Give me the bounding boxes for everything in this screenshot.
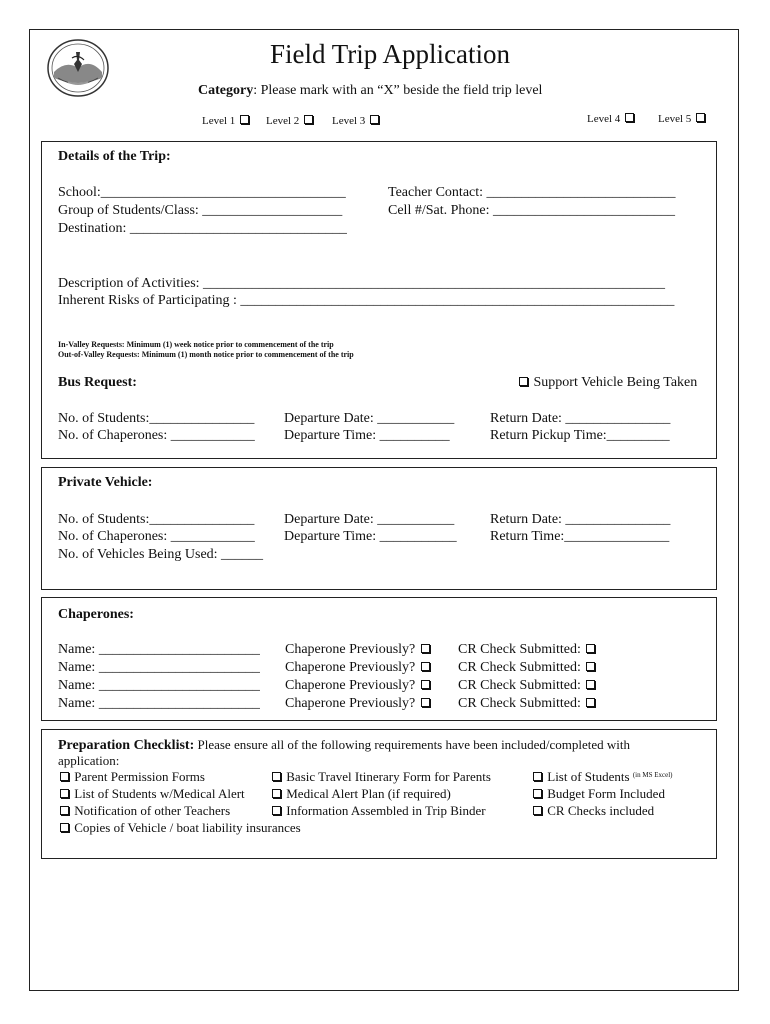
- risks-field[interactable]: Inherent Risks of Participating : ______________________________________________________________: [58, 293, 675, 308]
- pv-chaperones-field[interactable]: No. of Chaperones: ____________: [58, 529, 255, 544]
- teacher-contact-field[interactable]: Teacher Contact: ___________________________: [388, 185, 676, 200]
- checklist-item-label: Medical Alert Plan (if required): [286, 786, 451, 801]
- checklist-checkbox[interactable]: [272, 806, 281, 815]
- level-1-option[interactable]: [202, 115, 251, 127]
- checklist-item-label: Budget Form Included: [547, 786, 665, 801]
- cr-check-checkbox[interactable]: [586, 662, 595, 671]
- chaperone-previously-option[interactable]: [285, 677, 432, 694]
- chaperone-name-field[interactable]: Name: _______________________: [58, 696, 260, 711]
- level-5-checkbox[interactable]: [696, 113, 705, 122]
- checklist-item-label: CR Checks included: [547, 803, 655, 818]
- checklist-item[interactable]: [531, 803, 654, 819]
- bus-chaperones-field[interactable]: No. of Chaperones: ____________: [58, 428, 255, 443]
- checklist-item-label: Basic Travel Itinerary Form for Parents: [286, 769, 491, 784]
- level-5-label: Level 5: [658, 113, 692, 125]
- level-3-checkbox[interactable]: [370, 115, 379, 124]
- destination-field[interactable]: Destination: _______________________________: [58, 221, 347, 236]
- checklist-item[interactable]: [58, 803, 230, 819]
- checklist-item-label: Information Assembled in Trip Binder: [286, 803, 486, 818]
- pv-departure-date-field[interactable]: Departure Date: ___________: [284, 512, 455, 527]
- chaperone-name-field[interactable]: Name: _______________________: [58, 660, 260, 675]
- checklist-item[interactable]: [58, 820, 301, 836]
- checklist-item[interactable]: [270, 786, 451, 802]
- checklist-item[interactable]: [58, 769, 205, 785]
- checklist-heading: Preparation Checklist:: [58, 738, 195, 753]
- level-4-label: Level 4: [587, 113, 621, 125]
- checklist-checkbox[interactable]: [533, 772, 542, 781]
- cr-check-option[interactable]: [458, 677, 597, 694]
- bus-return-pickup-field[interactable]: Return Pickup Time:_________: [490, 428, 670, 443]
- chaperone-previously-checkbox[interactable]: [421, 680, 430, 689]
- checklist-intro-line2: application:: [58, 753, 120, 768]
- chaperone-previously-option[interactable]: [285, 641, 432, 658]
- cr-check-checkbox[interactable]: [586, 680, 595, 689]
- checklist-checkbox[interactable]: [60, 789, 69, 798]
- level-1-label: Level 1: [202, 115, 236, 127]
- checklist-checkbox[interactable]: [60, 772, 69, 781]
- private-vehicle-heading: Private Vehicle:: [58, 475, 153, 490]
- pv-departure-time-field[interactable]: Departure Time: ___________: [284, 529, 457, 544]
- pv-students-field[interactable]: No. of Students:_______________: [58, 512, 255, 527]
- checklist-item-label: Notification of other Teachers: [74, 803, 231, 818]
- checklist-item-label: List of Students: [547, 769, 630, 784]
- checklist-item[interactable]: [531, 769, 673, 787]
- chaperones-heading: Chaperones:: [58, 607, 134, 622]
- checklist-item-label: Parent Permission Forms: [74, 769, 205, 784]
- chaperone-previously-checkbox[interactable]: [421, 662, 430, 671]
- support-vehicle-option[interactable]: [517, 374, 697, 391]
- category-instruction: [198, 82, 542, 99]
- chaperone-previously-checkbox[interactable]: [421, 698, 430, 707]
- bus-return-date-field[interactable]: Return Date: _______________: [490, 411, 671, 426]
- category-text: : Please mark with an “X” beside the field trip level: [253, 83, 543, 98]
- in-valley-note: In-Valley Requests: Minimum (1) week notice prior to commencement of the trip: [58, 340, 334, 349]
- checklist-item[interactable]: [531, 786, 665, 802]
- chaperone-previously-label: Chaperone Previously?: [285, 642, 416, 657]
- checklist-checkbox[interactable]: [533, 789, 542, 798]
- cr-check-label: CR Check Submitted:: [458, 642, 581, 657]
- out-of-valley-note: Out-of-Valley Requests: Minimum (1) month notice prior to commencement of the trip: [58, 350, 354, 359]
- checklist-item-label: List of Students w/Medical Alert: [74, 786, 245, 801]
- checklist-item[interactable]: [270, 769, 491, 785]
- checklist-item-label: Copies of Vehicle / boat liability insurances: [74, 820, 301, 835]
- support-vehicle-checkbox[interactable]: [519, 377, 528, 386]
- cr-check-option[interactable]: [458, 641, 597, 658]
- level-1-checkbox[interactable]: [240, 115, 249, 124]
- description-field[interactable]: Description of Activities: __________________________________________________________________: [58, 276, 666, 291]
- bus-students-field[interactable]: No. of Students:_______________: [58, 411, 255, 426]
- chaperone-previously-option[interactable]: [285, 695, 432, 712]
- level-4-option[interactable]: [587, 113, 636, 125]
- chaperone-name-field[interactable]: Name: _______________________: [58, 642, 260, 657]
- cell-phone-field[interactable]: Cell #/Sat. Phone: __________________________: [388, 203, 675, 218]
- level-5-option[interactable]: [658, 113, 707, 125]
- checklist-checkbox[interactable]: [60, 806, 69, 815]
- level-2-checkbox[interactable]: [304, 115, 313, 124]
- school-field[interactable]: School:___________________________________: [58, 185, 346, 200]
- group-class-field[interactable]: Group of Students/Class: ____________________: [58, 203, 343, 218]
- level-2-label: Level 2: [266, 115, 300, 127]
- level-2-option[interactable]: [266, 115, 315, 127]
- checklist-checkbox[interactable]: [60, 823, 69, 832]
- checklist-intro-line1: Please ensure all of the following requirements have been included/completed with: [194, 737, 630, 752]
- chaperone-previously-label: Chaperone Previously?: [285, 660, 416, 675]
- cr-check-checkbox[interactable]: [586, 698, 595, 707]
- bus-departure-time-field[interactable]: Departure Time: __________: [284, 428, 450, 443]
- chaperone-name-field[interactable]: Name: _______________________: [58, 678, 260, 693]
- pv-return-time-field[interactable]: Return Time:_______________: [490, 529, 670, 544]
- chaperone-previously-label: Chaperone Previously?: [285, 696, 416, 711]
- trip-details-heading: Details of the Trip:: [58, 149, 171, 164]
- pv-vehicles-used-field[interactable]: No. of Vehicles Being Used: ______: [58, 547, 264, 562]
- cr-check-checkbox[interactable]: [586, 644, 595, 653]
- checklist-checkbox[interactable]: [533, 806, 542, 815]
- chaperone-previously-checkbox[interactable]: [421, 644, 430, 653]
- chaperone-previously-label: Chaperone Previously?: [285, 678, 416, 693]
- checklist-checkbox[interactable]: [272, 772, 281, 781]
- checklist-intro: [58, 737, 630, 754]
- level-4-checkbox[interactable]: [625, 113, 634, 122]
- chaperone-previously-option[interactable]: [285, 659, 432, 676]
- cr-check-label: CR Check Submitted:: [458, 678, 581, 693]
- level-3-label: Level 3: [332, 115, 366, 127]
- checklist-item[interactable]: [270, 803, 486, 819]
- level-3-option[interactable]: [332, 115, 381, 127]
- bus-departure-date-field[interactable]: Departure Date: ___________: [284, 411, 455, 426]
- school-logo-icon: [46, 38, 110, 98]
- cr-check-option[interactable]: [458, 695, 597, 712]
- excel-note: (in MS Excel): [632, 771, 673, 779]
- pv-return-date-field[interactable]: Return Date: _______________: [490, 512, 671, 527]
- cr-check-label: CR Check Submitted:: [458, 660, 581, 675]
- checklist-checkbox[interactable]: [272, 789, 281, 798]
- cr-check-label: CR Check Submitted:: [458, 696, 581, 711]
- page-title: Field Trip Application: [270, 39, 511, 69]
- cr-check-option[interactable]: [458, 659, 597, 676]
- bus-request-heading: Bus Request:: [58, 375, 137, 390]
- checklist-item[interactable]: [58, 786, 245, 802]
- support-vehicle-label: Support Vehicle Being Taken: [533, 375, 698, 390]
- category-label: Category: [198, 83, 254, 98]
